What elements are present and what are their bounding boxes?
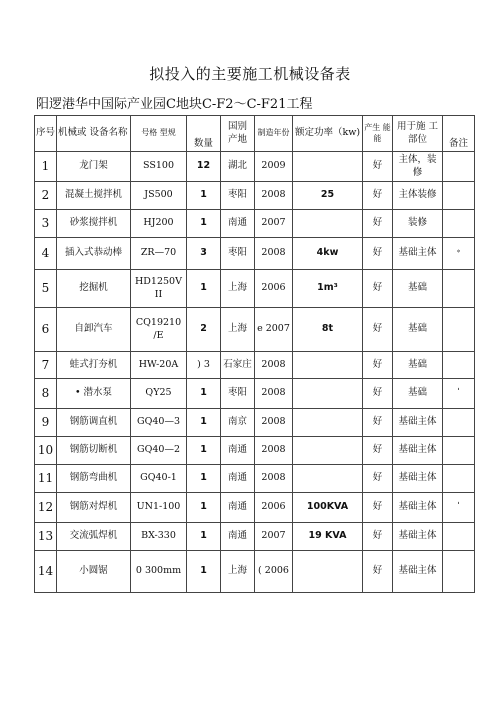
cell-name: 钢筋调直机: [57, 409, 131, 437]
cell-power: 1m³: [293, 270, 363, 308]
cell-qty: 1: [187, 437, 221, 465]
cell-condition: 好: [363, 493, 393, 523]
cell-usage: 基础主体: [393, 437, 443, 465]
cell-usage: 基础: [393, 352, 443, 379]
cell-remark: [443, 182, 475, 210]
page-title: 拟投入的主要施工机械设备表: [149, 65, 351, 83]
cell-origin: 枣阳: [221, 379, 255, 409]
cell-origin: 枣阳: [221, 238, 255, 270]
cell-origin: 南通: [221, 465, 255, 493]
table-row: [35, 352, 475, 379]
cell-remark: [443, 270, 475, 308]
cell-power: 19 KVA: [293, 523, 363, 551]
cell-usage: 基础主体: [393, 523, 443, 551]
cell-model: GQ40—2: [131, 437, 187, 465]
cell-qty: 1: [187, 551, 221, 593]
cell-condition: 好: [363, 437, 393, 465]
cell-condition: 好: [363, 270, 393, 308]
cell-name: 钢筋切断机: [57, 437, 131, 465]
cell-name: 混凝土搅拌机: [57, 182, 131, 210]
cell-year: 2008: [255, 238, 293, 270]
cell-year: 2006: [255, 493, 293, 523]
cell-power: [293, 437, 363, 465]
cell-origin: 南通: [221, 437, 255, 465]
cell-name: 小圆锯: [57, 551, 131, 593]
cell-usage: 主体，装修: [393, 152, 443, 182]
cell-condition: 好: [363, 551, 393, 593]
cell-no: 4: [35, 238, 57, 270]
cell-remark: ˈ: [443, 493, 475, 523]
cell-year: ( 2006: [255, 551, 293, 593]
cell-origin: 南通: [221, 210, 255, 238]
header-usage: 用于施 工部位: [393, 116, 443, 152]
cell-usage: 基础主体: [393, 238, 443, 270]
cell-qty: 1: [187, 182, 221, 210]
cell-no: 3: [35, 210, 57, 238]
cell-no: 11: [35, 465, 57, 493]
header-year: 制造年份: [255, 116, 293, 152]
cell-qty: 1: [187, 465, 221, 493]
cell-year: 2008: [255, 352, 293, 379]
cell-usage: 基础: [393, 308, 443, 352]
cell-no: 9: [35, 409, 57, 437]
cell-year: 2007: [255, 210, 293, 238]
cell-name: 交流弧焊机: [57, 523, 131, 551]
cell-model: HJ200: [131, 210, 187, 238]
cell-usage: 基础: [393, 270, 443, 308]
cell-power: 8t: [293, 308, 363, 352]
cell-name: 龙门架: [57, 152, 131, 182]
cell-no: 2: [35, 182, 57, 210]
cell-remark: [443, 523, 475, 551]
cell-qty: 1: [187, 409, 221, 437]
cell-power: [293, 551, 363, 593]
table-row: [35, 152, 475, 182]
cell-no: 12: [35, 493, 57, 523]
cell-power: 25: [293, 182, 363, 210]
cell-condition: 好: [363, 182, 393, 210]
cell-qty: 1: [187, 379, 221, 409]
cell-condition: 好: [363, 379, 393, 409]
cell-qty: 1: [187, 270, 221, 308]
cell-usage: 主体装修: [393, 182, 443, 210]
cell-model: HD1250V II: [131, 270, 187, 308]
cell-remark: [443, 551, 475, 593]
cell-year: 2008: [255, 409, 293, 437]
cell-name: 钢筋对焊机: [57, 493, 131, 523]
cell-no: 6: [35, 308, 57, 352]
cell-no: 8: [35, 379, 57, 409]
cell-name: 自卸汽车: [57, 308, 131, 352]
cell-remark: [443, 210, 475, 238]
cell-remark: [443, 465, 475, 493]
cell-usage: 基础主体: [393, 493, 443, 523]
cell-name: 钢筋弯曲机: [57, 465, 131, 493]
cell-condition: 好: [363, 238, 393, 270]
cell-condition: 好: [363, 465, 393, 493]
cell-power: [293, 409, 363, 437]
cell-usage: 装修: [393, 210, 443, 238]
table-row: [35, 308, 475, 352]
table-row: [35, 493, 475, 523]
cell-usage: 基础主体: [393, 465, 443, 493]
table-row: [35, 409, 475, 437]
cell-usage: 基础主体: [393, 409, 443, 437]
cell-model: HW-20A: [131, 352, 187, 379]
cell-qty: 1: [187, 523, 221, 551]
cell-year: 2008: [255, 379, 293, 409]
project-subtitle: 阳逻港华中国际产业园C地块C-F2～C-F21工程: [36, 97, 313, 112]
cell-model: BX-330: [131, 523, 187, 551]
cell-power: [293, 352, 363, 379]
cell-model: CQ19210 /E: [131, 308, 187, 352]
cell-year: 2009: [255, 152, 293, 182]
cell-model: SS100: [131, 152, 187, 182]
cell-origin: 上海: [221, 551, 255, 593]
table-row: [35, 437, 475, 465]
cell-qty: ) 3: [187, 352, 221, 379]
cell-qty: 2: [187, 308, 221, 352]
cell-name: 蛙式打夯机: [57, 352, 131, 379]
cell-origin: 上海: [221, 270, 255, 308]
cell-remark: [443, 152, 475, 182]
cell-power: [293, 379, 363, 409]
cell-condition: 好: [363, 210, 393, 238]
cell-year: e 2007: [255, 308, 293, 352]
table-row: [35, 182, 475, 210]
cell-year: 2008: [255, 465, 293, 493]
equipment-table: [34, 115, 475, 593]
cell-year: 2007: [255, 523, 293, 551]
cell-no: 5: [35, 270, 57, 308]
cell-condition: 好: [363, 308, 393, 352]
cell-origin: 湖北: [221, 152, 255, 182]
cell-origin: 石家庄: [221, 352, 255, 379]
cell-power: [293, 210, 363, 238]
cell-remark: [443, 352, 475, 379]
cell-power: 4kw: [293, 238, 363, 270]
cell-power: 100KVA: [293, 493, 363, 523]
cell-qty: 3: [187, 238, 221, 270]
table-body: [35, 116, 475, 593]
cell-power: [293, 152, 363, 182]
cell-model: ZR—70: [131, 238, 187, 270]
cell-origin: 上海: [221, 308, 255, 352]
cell-usage: 基础主体: [393, 551, 443, 593]
cell-qty: 1: [187, 493, 221, 523]
cell-model: UN1-100: [131, 493, 187, 523]
table-row: [35, 379, 475, 409]
cell-model: QY25: [131, 379, 187, 409]
cell-name: 砂浆搅拌机: [57, 210, 131, 238]
cell-origin: 枣阳: [221, 182, 255, 210]
header-name: 机械或 设备名称: [57, 116, 131, 152]
cell-qty: 1: [187, 210, 221, 238]
cell-condition: 好: [363, 152, 393, 182]
header-seq: 序号: [35, 116, 57, 152]
cell-condition: 好: [363, 523, 393, 551]
cell-origin: 南通: [221, 523, 255, 551]
cell-no: 10: [35, 437, 57, 465]
cell-origin: 南京: [221, 409, 255, 437]
table-header-row: [35, 116, 475, 152]
cell-year: 2008: [255, 437, 293, 465]
header-power: 额定功率（kw): [293, 116, 363, 152]
table-row: [35, 238, 475, 270]
cell-year: 2008: [255, 182, 293, 210]
cell-model: 0 300mm: [131, 551, 187, 593]
cell-model: JS500: [131, 182, 187, 210]
cell-name: 挖掘机: [57, 270, 131, 308]
cell-year: 2006: [255, 270, 293, 308]
header-model: 号格 型规: [131, 116, 187, 152]
cell-model: GQ40-1: [131, 465, 187, 493]
cell-qty: 12: [187, 152, 221, 182]
cell-power: [293, 465, 363, 493]
cell-name: • 潜水泵: [57, 379, 131, 409]
header-remark: 备注: [443, 116, 475, 152]
cell-remark: ˈ: [443, 379, 475, 409]
table-row: [35, 465, 475, 493]
cell-no: 14: [35, 551, 57, 593]
header-origin: 国别 产地: [221, 116, 255, 152]
cell-no: 1: [35, 152, 57, 182]
cell-name: 插入式恭动棒: [57, 238, 131, 270]
cell-remark: [443, 437, 475, 465]
table-row: [35, 210, 475, 238]
cell-condition: 好: [363, 352, 393, 379]
cell-usage: 基础: [393, 379, 443, 409]
cell-origin: 南通: [221, 493, 255, 523]
header-qty: 数量: [187, 116, 221, 152]
cell-model: GQ40—3: [131, 409, 187, 437]
cell-condition: 好: [363, 409, 393, 437]
cell-remark: [443, 409, 475, 437]
table-row: [35, 270, 475, 308]
table-row: [35, 551, 475, 593]
cell-remark: [443, 308, 475, 352]
cell-no: 7: [35, 352, 57, 379]
header-condition: 产生 能能: [363, 116, 393, 152]
cell-remark: ﹡: [443, 238, 475, 270]
table-row: [35, 523, 475, 551]
cell-no: 13: [35, 523, 57, 551]
